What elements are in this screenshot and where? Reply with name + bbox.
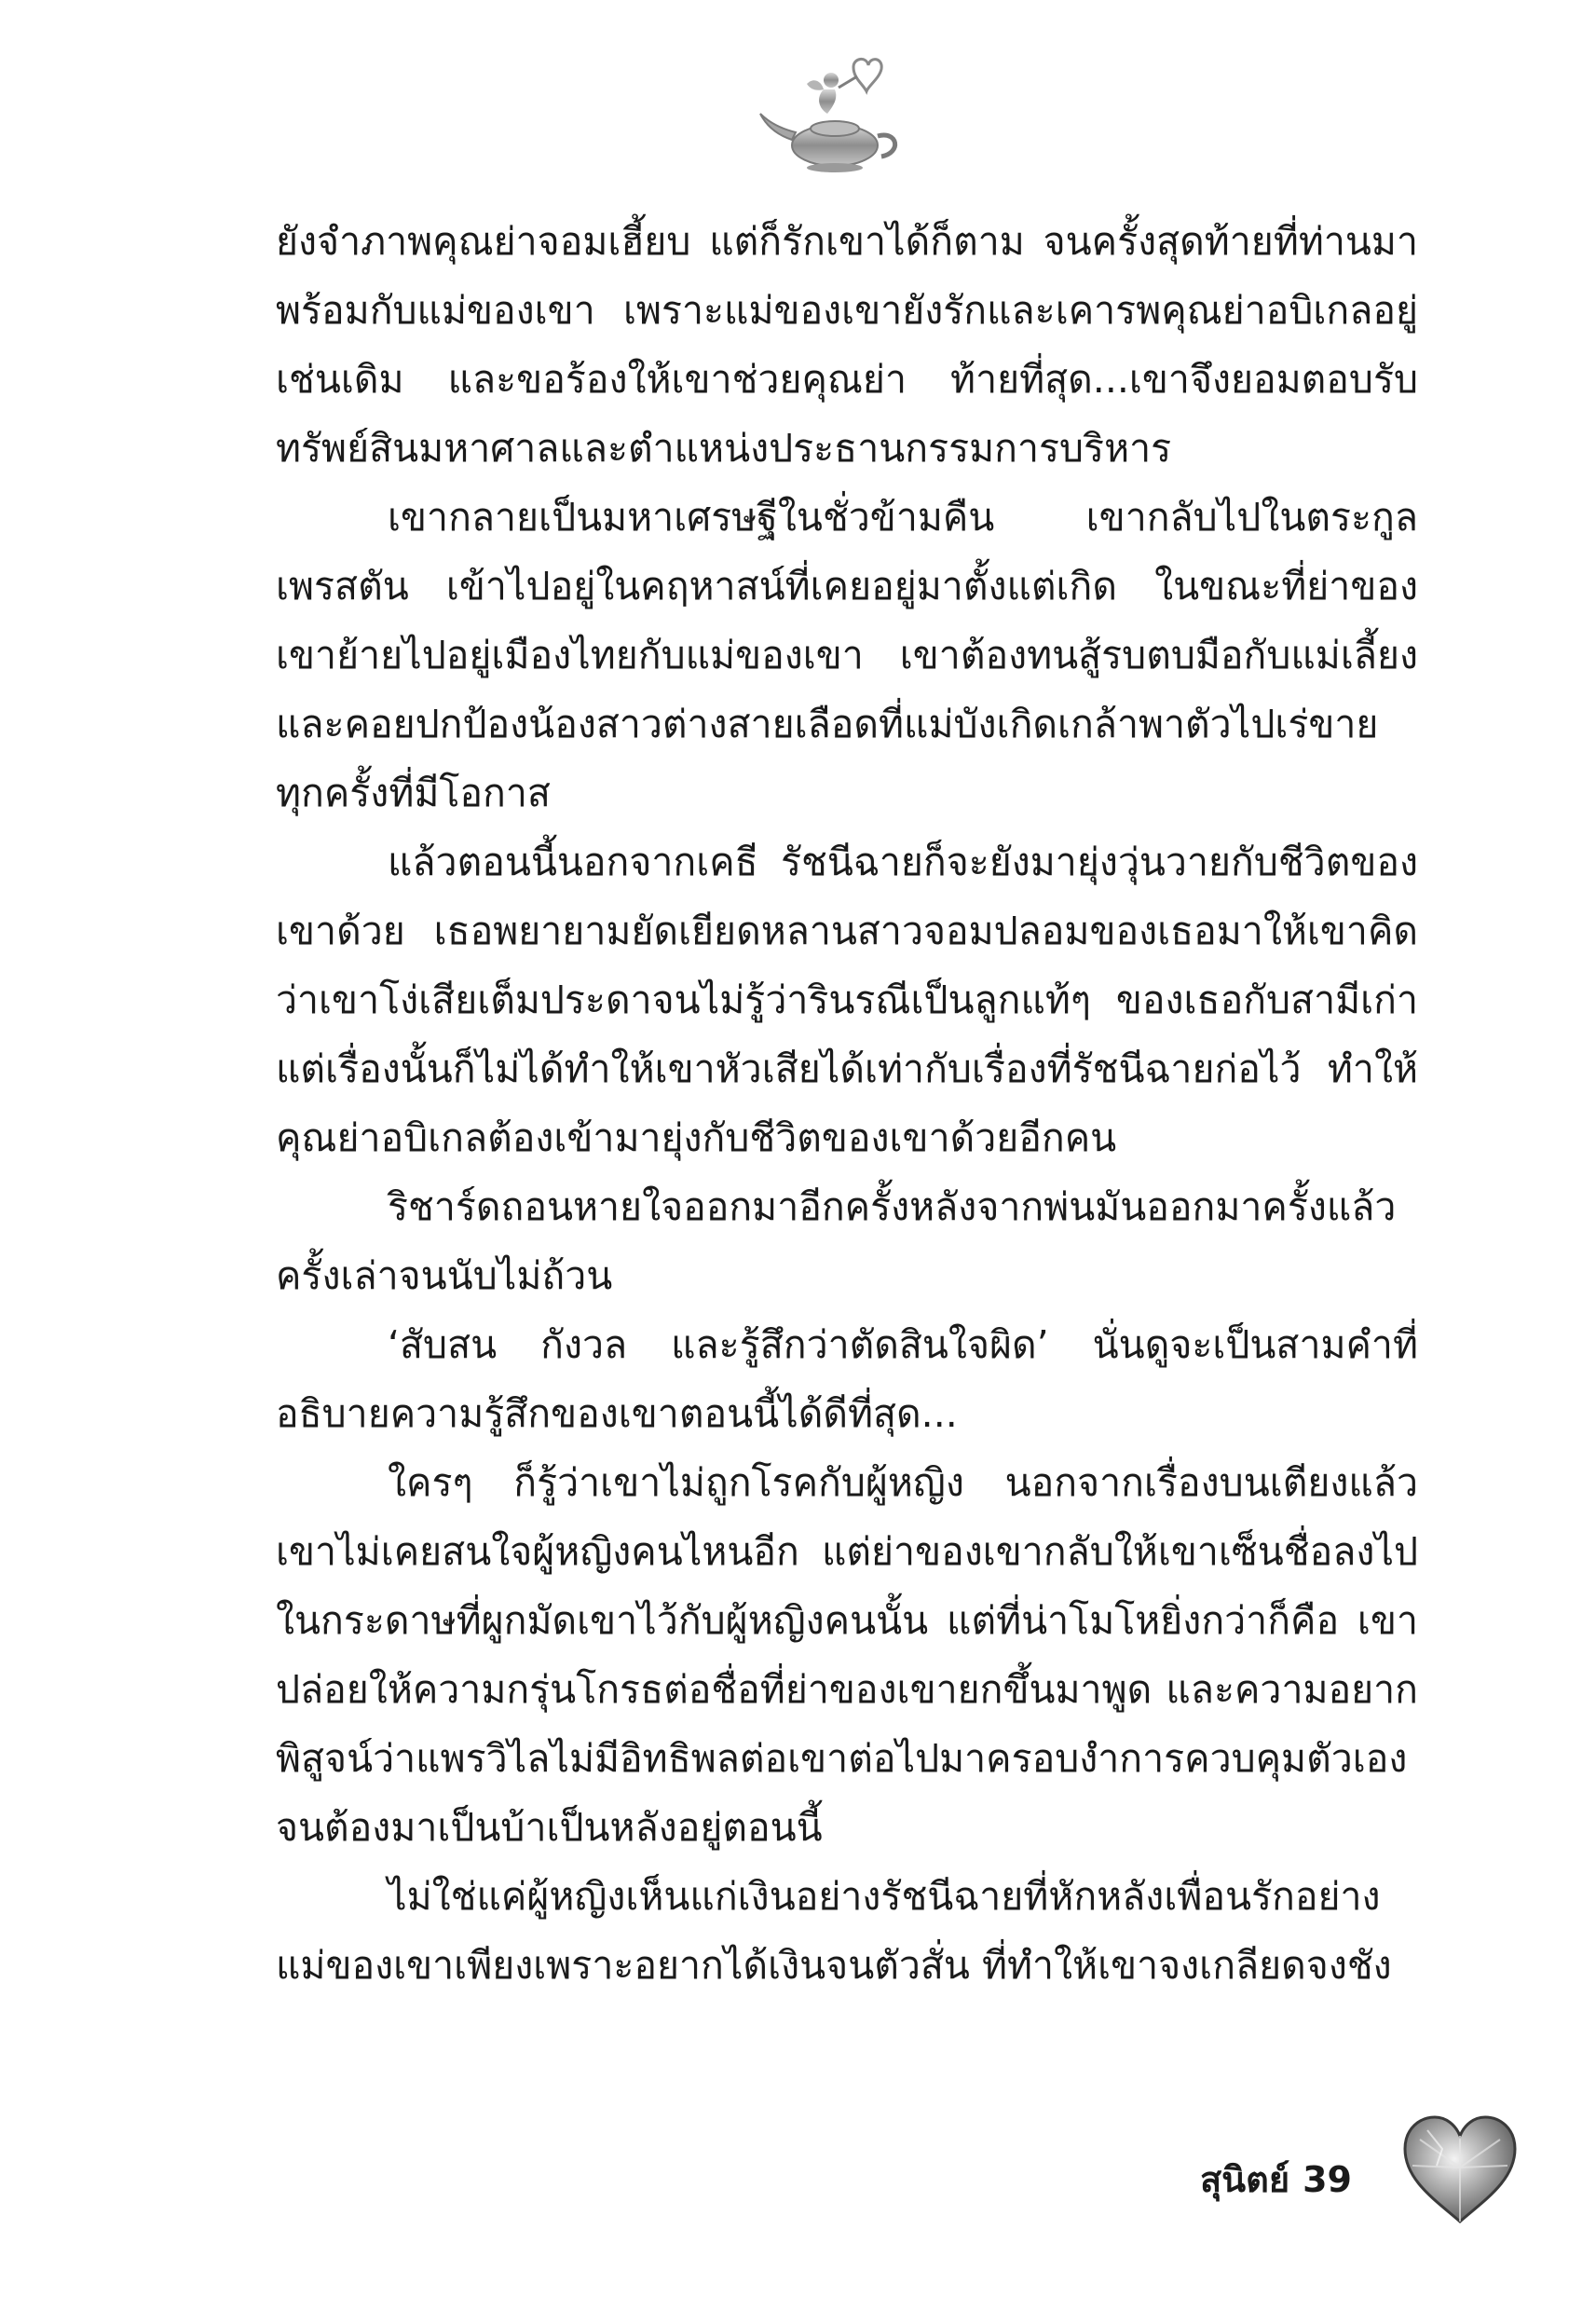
paragraph-4: ริชาร์ดถอนหายใจออกมาอีกครั้งหลังจากพ่นมันออกมาครั้งแล้วครั้งเล่าจนนับไม่ถ้วน bbox=[276, 1184, 1397, 1298]
paragraph-7: ไม่ใช่แค่ผู้หญิงเห็นแก่เงินอย่างรัชนีฉายที่หักหลังเพื่อนรักอย่างแม่ของเขาเพียงเพราะอยากได้เงินจนตัวสั่น ที่ทำให้เขาจงเกลียดจงชัง bbox=[276, 1874, 1392, 1988]
paragraph-2: เขากลายเป็นมหาเศรษฐีในชั่วข้ามคืน เขากลับไปในตระกูลเพรสตัน เข้าไปอยู่ในคฤหาสน์ที่เคยอยู่มาตั้งแต่เกิด ในขณะที่ย่าของเขาย้ายไปอยู่เมืองไทยกับแม่ของเขา เขาต้องทนสู้รบตบมือกับแม่เลี้ยงและคอยปกป้องน้องสาวต่างสายเลือดที่แม่บังเกิดเกล้าพาตัวไปเร่ขายทุกครั้งที่มีโอกาส bbox=[276, 495, 1418, 815]
paragraph-5: ‘สับสน กังวล และรู้สึกว่าตัดสินใจผิด’ นั่นดูจะเป็นสามคำที่อธิบายความรู้สึกของเขาตอนนี้ได้ดีที่สุด... bbox=[276, 1322, 1418, 1436]
body-text bbox=[276, 207, 1418, 2000]
page-footer bbox=[1200, 2151, 1352, 2208]
author-name: สุนิตย์ bbox=[1199, 2159, 1290, 2200]
paragraph-6: ใครๆ ก็รู้ว่าเขาไม่ถูกโรคกับผู้หญิง นอกจากเรื่องบนเตียงแล้วเขาไม่เคยสนใจผู้หญิงคนไหนอีก แต่ย่าของเขากลับให้เขาเซ็นชื่อลงไปในกระดาษที่ผูกมัดเขาไว้กับผู้หญิงคนนั้น แต่ที่น่าโมโหยิ่งกว่าก็คือ เขาปล่อยให้ความกรุ่นโกรธต่อชื่อที่ย่าของเขายกขึ้นมาพูด และความอยากพิสูจน์ว่าแพรวิไลไม่มีอิทธิพลต่อเขาต่อไปมาครอบงำการควบคุมตัวเองจนต้องมาเป็นบ้าเป็นหลังอยู่ตอนนี้ bbox=[276, 1460, 1418, 1850]
paragraph-1: ยังจำภาพคุณย่าจอมเฮี้ยบ แต่ก็รักเขาได้ก็ตาม จนครั้งสุดท้ายที่ท่านมาพร้อมกับแม่ของเขา เพราะแม่ของเขายังรักและเคารพคุณย่าอบิเกลอยู่เช่นเดิม และขอร้องให้เขาช่วยคุณย่า ท้ายที่สุด...เขาจึงยอมตอบรับทรัพย์สินมหาศาลและตำแหน่งประธานกรรมการบริหาร bbox=[276, 219, 1418, 471]
paragraph-3: แล้วตอนนี้นอกจากเคธี รัชนีฉายก็จะยังมายุ่งวุ่นวายกับชีวิตของเขาด้วย เธอพยายามยัดเยียดหลานสาวจอมปลอมของเธอมาให้เขาคิดว่าเขาโง่เสียเต็มประดาจนไม่รู้ว่ารินรณีเป็นลูกแท้ๆ ของเธอกับสามีเก่าแต่เรื่องนั้นก็ไม่ได้ทำให้เขาหัวเสียได้เท่ากับเรื่องที่รัชนีฉายก่อไว้ ทำให้คุณย่าอบิเกลต้องเข้ามายุ่งกับชีวิตของเขาด้วยอีกคน bbox=[276, 840, 1418, 1160]
teapot-cupid-ornament-icon bbox=[742, 48, 928, 179]
page-number: 39 bbox=[1303, 2159, 1352, 2200]
crystal-heart-icon bbox=[1399, 2112, 1521, 2227]
